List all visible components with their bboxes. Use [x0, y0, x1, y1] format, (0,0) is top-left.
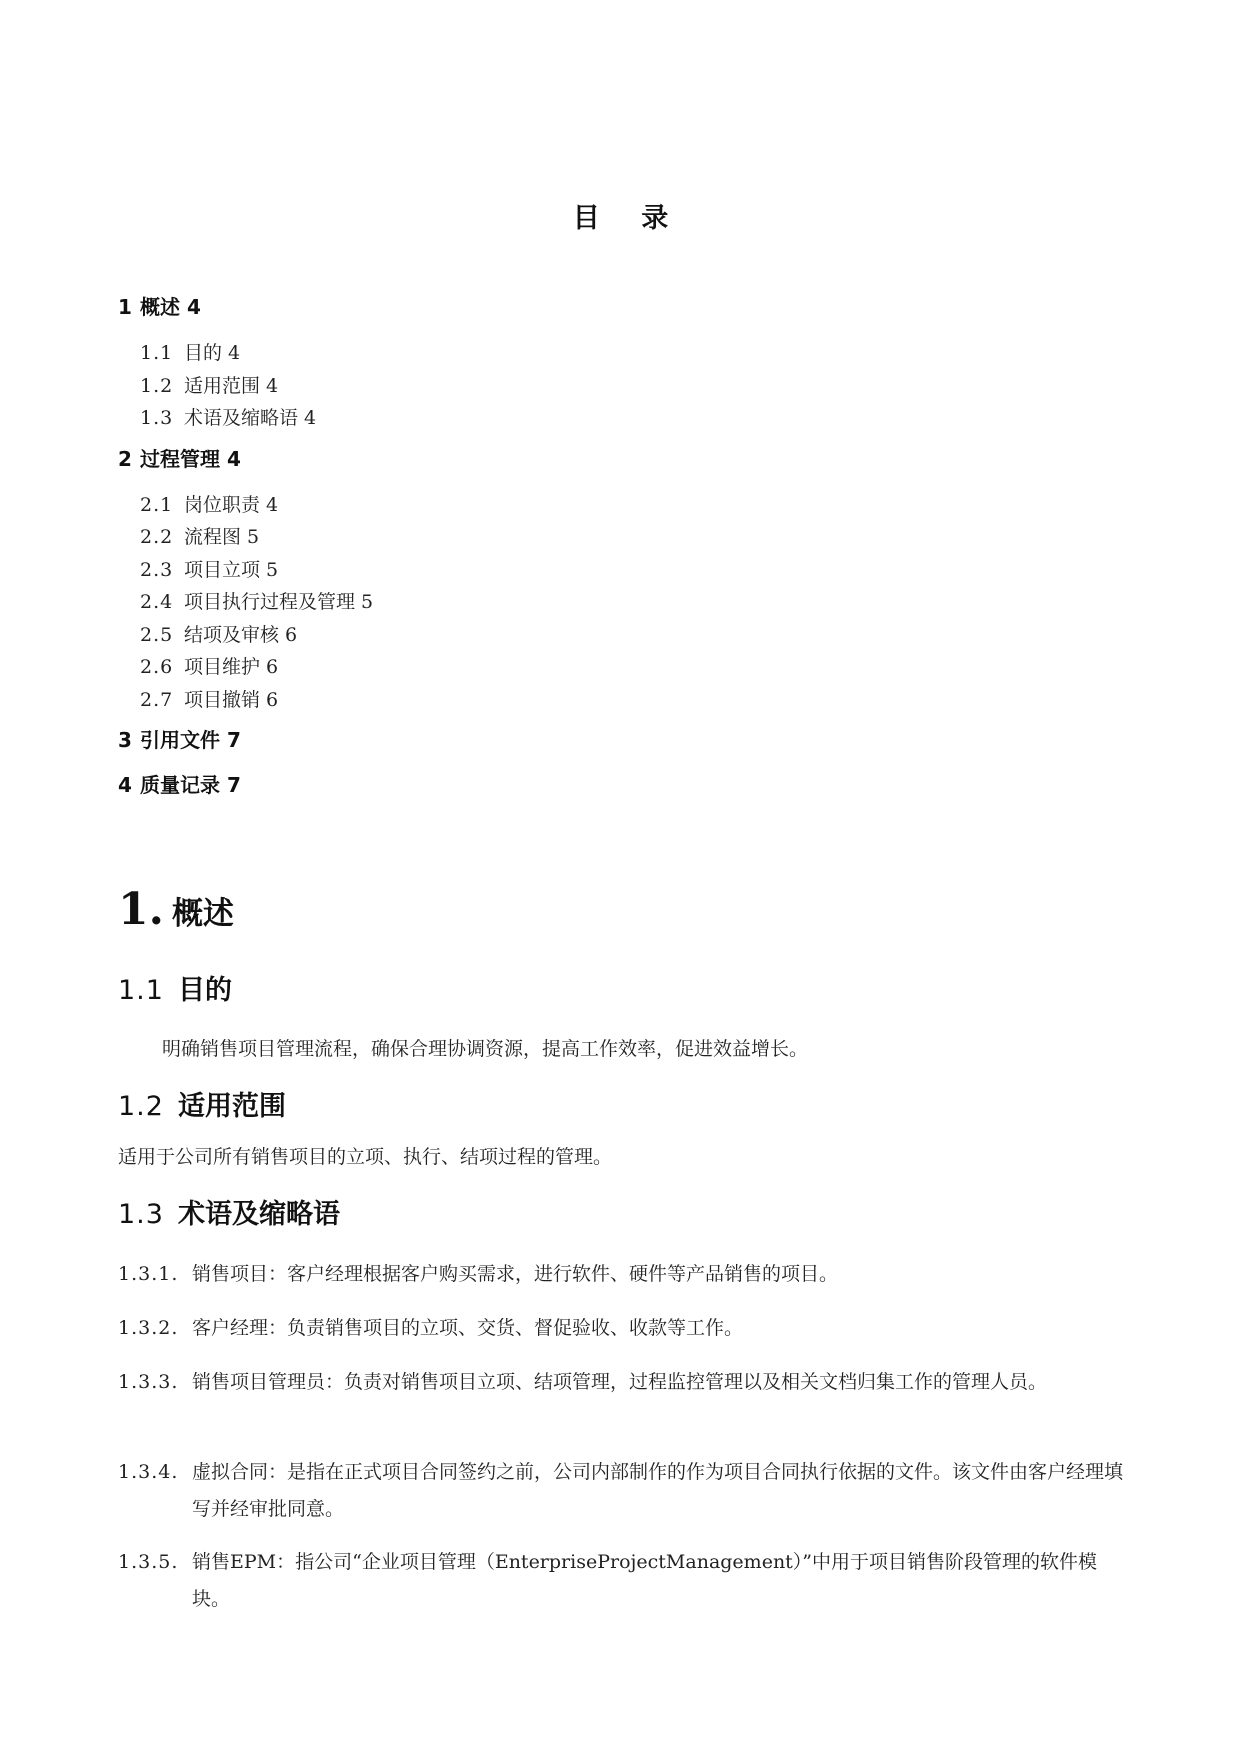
- toc-title: 目 录: [572, 203, 685, 234]
- paragraph: 适用于公司所有销售项目的立项、执行、结项过程的管理。: [118, 1146, 613, 1168]
- toc-subentry[interactable]: [118, 489, 1118, 522]
- toc-subentry-label: 项目立项 5: [184, 558, 279, 581]
- term-number: 1.3.5.: [118, 1551, 179, 1573]
- subsection-number: 1.1: [118, 975, 164, 1006]
- term-item: [118, 1310, 1128, 1347]
- term-item: [118, 1256, 1128, 1293]
- toc-entry-label: 过程管理 4: [140, 446, 241, 471]
- toc-subentry-label: 流程图 5: [184, 526, 260, 548]
- toc-subentry[interactable]: [118, 554, 1118, 587]
- toc-subentry[interactable]: [118, 337, 1118, 370]
- subsection-number: 1.3: [118, 1199, 164, 1230]
- term-number: 1.3.1.: [118, 1263, 179, 1285]
- toc-entry-label: 概述 4: [140, 295, 201, 319]
- toc-subentry[interactable]: [118, 684, 1118, 717]
- toc-entry[interactable]: [118, 727, 1118, 753]
- term-text: 销售EPM：指公司“企业项目管理（EnterpriseProjectManagement）”中用于项目销售阶段管理的软件模块。: [192, 1551, 1098, 1610]
- toc-entry-label: 质量记录 7: [140, 773, 241, 797]
- toc-subentry-number: 2.6: [140, 656, 174, 678]
- toc-subentry[interactable]: [118, 619, 1118, 652]
- section-title: 概述: [171, 896, 234, 932]
- toc-entry-number: 4: [118, 773, 132, 797]
- term-text: 销售项目管理员：负责对销售项目立项、结项管理，过程监控管理以及相关文档归集工作的管理人员。: [192, 1371, 1048, 1393]
- table-of-contents: [118, 294, 1118, 817]
- section-number: 1.: [118, 884, 164, 935]
- toc-subentry[interactable]: [118, 586, 1118, 619]
- toc-entry-number: 1: [118, 295, 132, 319]
- subsection-number: 1.2: [118, 1091, 164, 1122]
- term-item: [118, 1544, 1128, 1618]
- term-item: [118, 1454, 1128, 1528]
- toc-subentry[interactable]: [118, 402, 1118, 435]
- toc-subentry-number: 1.1: [140, 342, 174, 364]
- toc-subentry-number: 1.3: [140, 407, 174, 429]
- toc-subentry-label: 结项及审核 6: [184, 623, 298, 646]
- term-text: 客户经理：负责销售项目的立项、交货、督促验收、收款等工作。: [192, 1317, 744, 1339]
- section-heading: [118, 884, 234, 935]
- toc-subentry-label: 术语及缩略语 4: [184, 407, 317, 429]
- toc-subentry-number: 2.5: [140, 623, 174, 646]
- subsection-heading: [118, 1084, 286, 1123]
- subsection-title: 适用范围: [178, 1091, 286, 1122]
- toc-subentry-label: 项目撤销 6: [184, 688, 279, 711]
- toc-entry-number: 3: [118, 728, 132, 752]
- toc-entry[interactable]: [118, 446, 1118, 472]
- subsection-heading: [118, 1192, 340, 1231]
- subsection-title: 目的: [178, 975, 232, 1006]
- paragraph: 明确销售项目管理流程，确保合理协调资源，提高工作效率，促进效益增长。: [162, 1038, 809, 1060]
- subsection-title: 术语及缩略语: [178, 1199, 340, 1230]
- toc-subentry-label: 目的 4: [184, 342, 241, 364]
- term-text: 虚拟合同：是指在正式项目合同签约之前，公司内部制作的作为项目合同执行依据的文件。该文件由客户经理填写并经审批同意。: [192, 1461, 1124, 1520]
- term-number: 1.3.2.: [118, 1317, 179, 1339]
- toc-subentry-label: 项目维护 6: [184, 656, 279, 678]
- toc-subentries: [118, 489, 1118, 717]
- toc-subentry[interactable]: [118, 370, 1118, 403]
- toc-subentry-number: 2.4: [140, 591, 174, 613]
- toc-subentry-label: 岗位职责 4: [184, 493, 279, 516]
- toc-subentry-number: 1.2: [140, 374, 174, 397]
- toc-subentry[interactable]: [118, 521, 1118, 554]
- term-item: [118, 1364, 1128, 1401]
- toc-subentry-number: 2.7: [140, 688, 174, 711]
- toc-entry-number: 2: [118, 446, 132, 471]
- toc-subentry-label: 适用范围 4: [184, 374, 279, 397]
- toc-subentry-number: 2.2: [140, 526, 174, 548]
- toc-subentry-label: 项目执行过程及管理 5: [184, 591, 374, 613]
- subsection-heading: [118, 968, 232, 1007]
- term-number: 1.3.3.: [118, 1371, 179, 1393]
- toc-entry[interactable]: [118, 294, 1118, 320]
- toc-subentries: [118, 337, 1118, 435]
- toc-subentry-number: 2.3: [140, 558, 174, 581]
- term-text: 销售项目：客户经理根据客户购买需求，进行软件、硬件等产品销售的项目。: [192, 1263, 839, 1285]
- toc-subentry-number: 2.1: [140, 493, 174, 516]
- term-number: 1.3.4.: [118, 1461, 179, 1483]
- toc-entry-label: 引用文件 7: [140, 728, 241, 752]
- toc-subentry[interactable]: [118, 651, 1118, 684]
- toc-entry[interactable]: [118, 772, 1118, 798]
